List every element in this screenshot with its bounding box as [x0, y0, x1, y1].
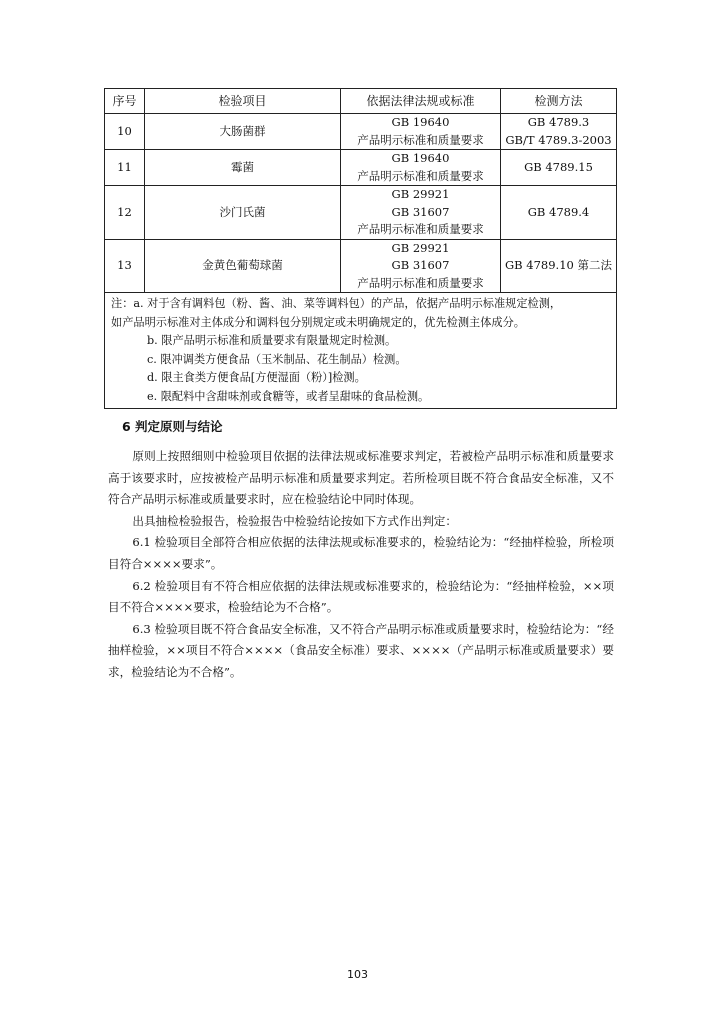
- page-number: 103: [347, 968, 368, 981]
- row-basis: [341, 150, 501, 186]
- table-header-row: [105, 89, 617, 114]
- basis-line: GB 31607: [391, 258, 450, 272]
- paragraph: 6.3 检验项目既不符合食品安全标准，又不符合产品明示标准或质量要求时，检验结论为：“经抽样检验，××项目不符合××××（食品安全标准）要求、××××（产品明示标准或质量要求）要求，检验结论为不合格”。: [108, 621, 614, 679]
- table-row: [105, 114, 617, 150]
- row-number: 10: [105, 114, 145, 150]
- note-d: d. 限主食类方便食品[方便湿面（粉）]检测。: [147, 371, 366, 384]
- note-c: c. 限冲调类方便食品（玉米制品、花生制品）检测。: [147, 352, 407, 366]
- paragraph: 6.2 检验项目有不符合相应依据的法律法规或标准要求的，检验结论为：“经抽样检验，××项目不符合××××要求，检验结论为不合格”。: [108, 578, 614, 615]
- paragraph: 6.1 检验项目全部符合相应依据的法律法规或标准要求的，检验结论为：“经抽样检验，所检项目符合××××要求”。: [108, 535, 614, 571]
- table-notes-row: [105, 293, 617, 409]
- inspection-items-table: [104, 88, 617, 409]
- table-row: [105, 150, 617, 186]
- row-method: [501, 114, 617, 150]
- table-notes: [105, 293, 617, 409]
- row-method: GB 4789.4: [501, 186, 617, 240]
- table-row: [105, 186, 617, 240]
- section-body: [108, 446, 614, 684]
- row-item: 霉菌: [145, 150, 341, 186]
- basis-line: 产品明示标准和质量要求: [357, 168, 484, 183]
- table-row: [105, 239, 617, 293]
- row-item: 大肠菌群: [145, 114, 341, 150]
- basis-line: GB 19640: [391, 115, 450, 129]
- row-basis: [341, 239, 501, 293]
- note-a-line1: 注：a. 对于含有调料包（粉、酱、油、菜等调料包）的产品，依据产品明示标准规定检测，: [111, 297, 562, 310]
- row-number: 11: [105, 150, 145, 186]
- row-number: 12: [105, 186, 145, 240]
- method-line: GB/T 4789.3-2003: [505, 132, 612, 147]
- row-item: 沙门氏菌: [145, 186, 341, 240]
- header-serial-number: 序号: [105, 89, 145, 114]
- paragraph: 原则上按照细则中检验项目依据的法律法规或标准要求判定，若被检产品明示标准和质量要求高于该要求时，应按被检产品明示标准和质量要求判定。若所检项目既不符合食品安全标准，又不符合产品明示标准或质量要求时，应在检验结论中同时体现。: [108, 449, 614, 507]
- basis-line: GB 19640: [391, 151, 450, 165]
- method-line: GB 4789.3: [527, 115, 590, 129]
- basis-line: GB 29921: [391, 187, 450, 201]
- section-heading: 6 判定原则与结论: [122, 419, 223, 434]
- basis-line: 产品明示标准和质量要求: [357, 132, 484, 147]
- note-b: b. 限产品明示标准和质量要求有限量规定时检测。: [147, 334, 397, 347]
- basis-line: GB 31607: [391, 204, 450, 219]
- header-inspection-item: 检验项目: [145, 89, 341, 114]
- row-method: GB 4789.10 第二法: [501, 239, 617, 293]
- row-method: GB 4789.15: [501, 150, 617, 186]
- paragraph: 出具抽检检验报告，检验报告中检验结论按如下方式作出判定：: [132, 513, 457, 528]
- note-a-line2: 如产品明示标准对主体成分和调料包分别规定或未明确规定的，优先检测主体成分。: [111, 315, 525, 329]
- row-number: 13: [105, 239, 145, 293]
- note-e: e. 限配料中含甜味剂或食糖等，或者呈甜味的食品检测。: [147, 389, 430, 403]
- row-item: 金黄色葡萄球菌: [145, 239, 341, 293]
- row-basis: [341, 114, 501, 150]
- basis-line: 产品明示标准和质量要求: [357, 222, 484, 236]
- header-legal-basis: 依据法律法规或标准: [341, 89, 501, 114]
- row-basis: [341, 186, 501, 240]
- header-test-method: 检测方法: [501, 89, 617, 114]
- basis-line: GB 29921: [391, 240, 450, 255]
- basis-line: 产品明示标准和质量要求: [357, 275, 484, 290]
